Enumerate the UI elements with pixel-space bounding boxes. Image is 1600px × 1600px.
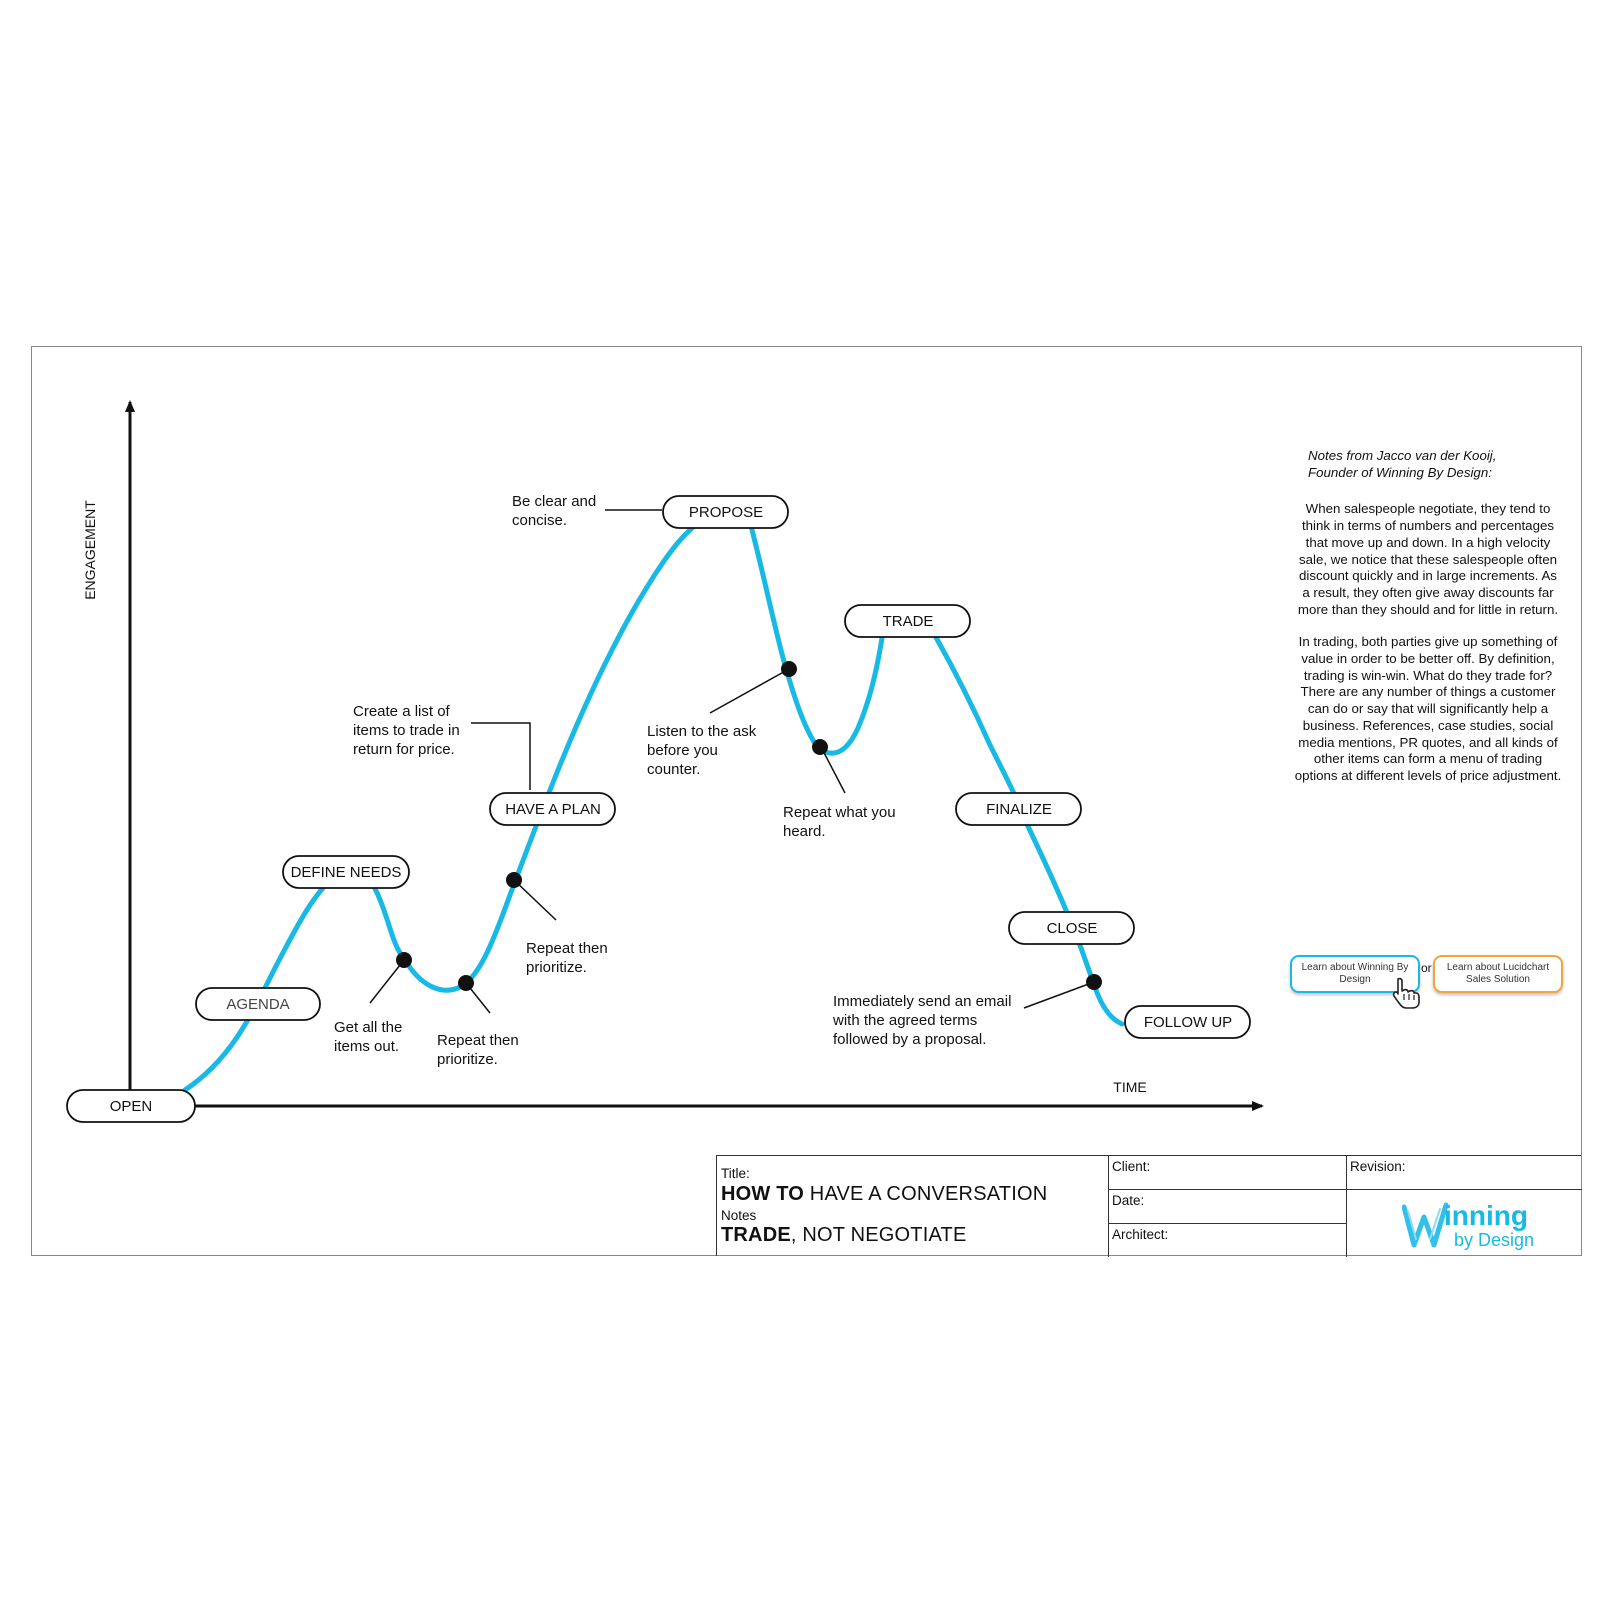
dot-repeat-heard [812, 739, 828, 755]
x-axis-label: TIME [1113, 1079, 1147, 1095]
dot-listen [781, 661, 797, 677]
stage-agenda-label: AGENDA [226, 996, 290, 1013]
revision-cell [1347, 1156, 1582, 1190]
date-cell [1109, 1190, 1347, 1224]
annotation-repeat-prioritize-2: Repeat then prioritize. [526, 940, 608, 976]
annotation-repeat-heard: Repeat what you heard. [783, 804, 896, 840]
annotation-be-clear: Be clear and concise. [512, 493, 597, 529]
notes-paragraph-2: In trading, both parties give up something of value in order to be better off. By definition, trading is win-win. What do they trade for? There are any number of things a customer can do or say that will significantly help a business. References, case studies, social media mentions, PR quotes, and all kinds of other items can form a menu of trading options at different levels of price adjustment. [1294, 634, 1562, 783]
architect-cell [1109, 1224, 1347, 1257]
date-label: Date: [1112, 1193, 1145, 1208]
dot-get-items [396, 952, 412, 968]
stage-trade-label: TRADE [882, 613, 934, 630]
connector-get-items [370, 960, 404, 1003]
client-label: Client: [1112, 1159, 1151, 1174]
annotation-create-list: Create a list of items to trade in return for price. [353, 703, 460, 758]
annotation-listen: Listen to the ask before you counter. [647, 723, 757, 778]
annotation-get-items: Get all the items out. [334, 1019, 403, 1055]
title-label: Title: [721, 1166, 750, 1181]
stage-open-label: OPEN [109, 1098, 153, 1115]
notes-heading-line1: Notes from Jacco van der Kooij, [1308, 448, 1497, 463]
stage-finalize-label: FINALIZE [986, 801, 1052, 818]
notes-heading-line2: Founder of Winning By Design: [1308, 464, 1492, 480]
y-axis-label: ENGAGEMENT [82, 500, 98, 600]
connector-create-list [471, 723, 530, 790]
logo-word: inning [1444, 1200, 1528, 1231]
stage-follow-up-label: FOLLOW UP [1143, 1014, 1233, 1031]
connector-listen [710, 669, 789, 713]
pointer-hand-icon [1390, 976, 1424, 1010]
stage-propose-label: PROPOSE [688, 504, 764, 521]
logo-sub: by Design [1454, 1230, 1535, 1250]
notes-heading [1308, 448, 1562, 481]
client-cell [1109, 1156, 1347, 1190]
annotation-send-email: Immediately send an email with the agreed terms followed by a proposal. [833, 993, 1012, 1048]
learn-winning-button[interactable]: Learn about Winning By Design [1290, 955, 1420, 993]
connector-repeat-2 [514, 880, 556, 920]
architect-label: Architect: [1112, 1227, 1169, 1242]
stage-close-label: CLOSE [1046, 920, 1098, 937]
notes-paragraph-1: When salespeople negotiate, they tend to think in terms of numbers and percentages that move up and down. In a high velocity sale, we notice that these salespeople often discount quickly and in large increments. As a result, they often give away discounts far more than they should and for little in return. [1297, 501, 1559, 617]
notes-label: Notes [721, 1208, 757, 1223]
cta-or-text: or [1421, 961, 1432, 975]
learn-lucidchart-button[interactable]: Learn about Lucidchart Sales Solution [1433, 955, 1563, 993]
annotation-repeat-prioritize-1: Repeat then prioritize. [437, 1032, 519, 1068]
dot-send-email [1086, 974, 1102, 990]
stage-have-a-plan-label: HAVE A PLAN [505, 801, 601, 818]
title-value: HOW TO HAVE A CONVERSATION [721, 1183, 1048, 1205]
dot-repeat-2 [506, 872, 522, 888]
revision-label: Revision: [1350, 1159, 1406, 1174]
connector-send-email [1024, 982, 1094, 1008]
winning-by-design-logo [1402, 1199, 1552, 1251]
notes-value: TRADE, NOT NEGOTIATE [721, 1224, 967, 1246]
title-cell [717, 1156, 1109, 1257]
notes-panel [1294, 448, 1562, 801]
stage-define-needs-label: DEFINE NEEDS [290, 864, 402, 881]
dot-repeat-1 [458, 975, 474, 991]
